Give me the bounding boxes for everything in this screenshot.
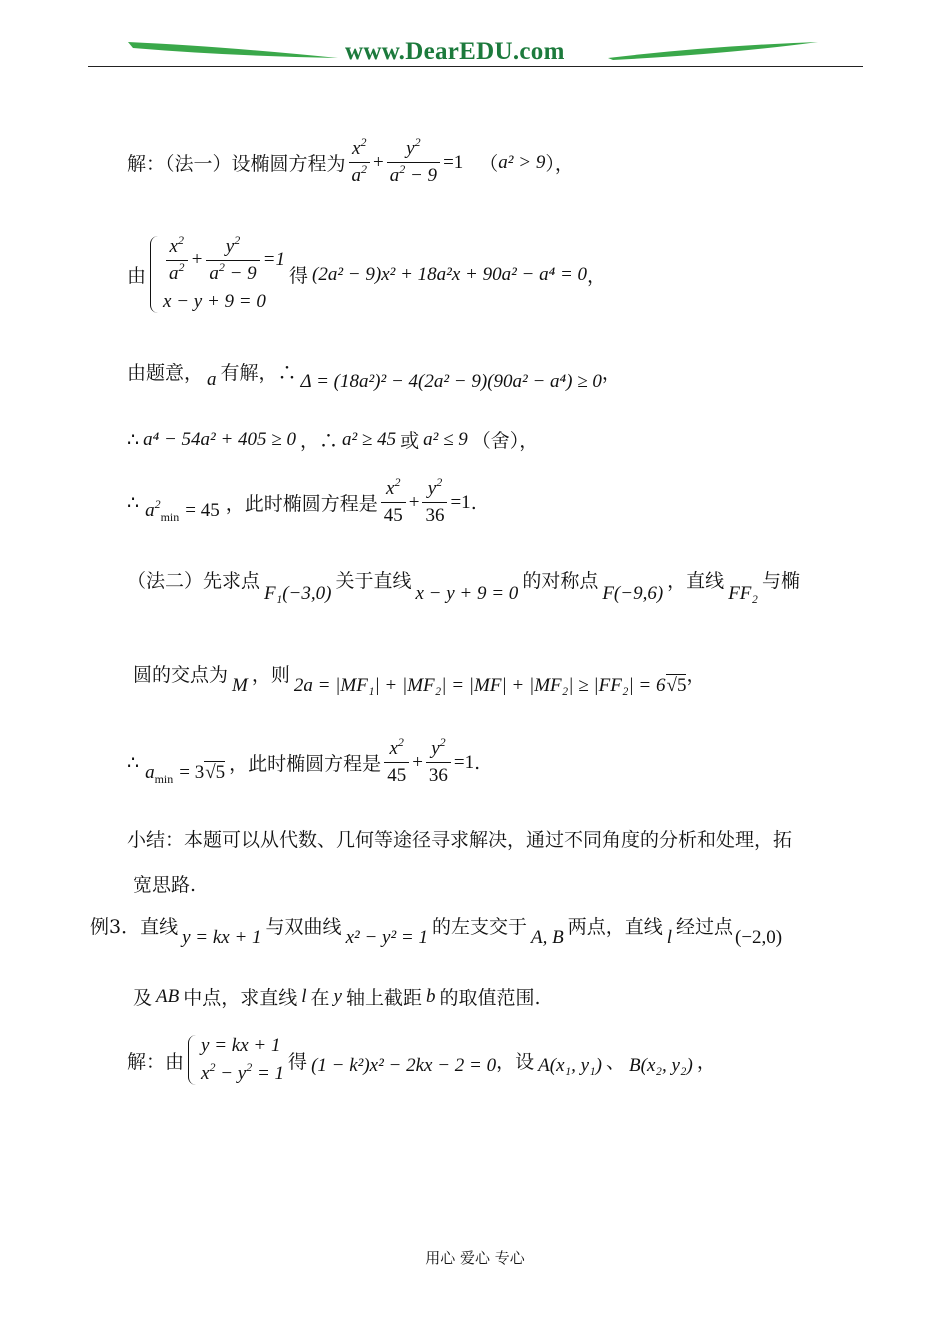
math-l7-sqrt: 5 <box>676 675 687 696</box>
math-l3-a: a <box>207 368 217 390</box>
text-l3-mid: 有解，∴ <box>220 362 297 384</box>
math-l8-sqrt: 5 <box>215 762 226 783</box>
line-12 <box>133 983 541 1010</box>
text-l3-end: ， <box>601 362 621 384</box>
frac-y2-36: $\frac{y^2}{36}$ <box>422 478 447 527</box>
equation-system-1: $\frac{x^2}{a^2}$ + $\frac{y^2}{a^2 - 9}$ =1 x − y + 9 = 0 <box>150 236 285 313</box>
text-l6-3: 的对称点 <box>522 570 599 592</box>
text-l11-5: 经过点 <box>676 916 734 938</box>
text-l2-end: ， <box>587 265 607 287</box>
math-l11-2: x² − y² = 1 <box>345 926 428 948</box>
text-l13-2: 得 <box>288 1050 308 1073</box>
line-7: 圆的交点为 M ，则 2a = |MF₁| + |MF₂| = |MF| + |MF₂| ≥ |FF₂| = 6 √5 ， <box>133 660 705 687</box>
line-10: 宽思路. <box>133 874 197 896</box>
frac-x2-45-b: $\frac{x^2}{45}$ <box>384 738 409 787</box>
math-l13-B: B(x₂, y₂) <box>629 1055 693 1076</box>
text-l11-3: 的左支交于 <box>431 916 527 938</box>
brand-logo[interactable]: www.DearEDU.com <box>345 38 565 65</box>
line-3 <box>127 358 621 392</box>
math-l7: 2a = |MF₁| + |MF₂| = |MF| + |MF₂| ≥ |FF₂| = 6 <box>293 674 666 696</box>
text-l1: 解：（法一）设椭圆方程为 <box>127 153 346 175</box>
line-2 <box>127 233 607 313</box>
text-l4-1: ∴ <box>127 428 140 451</box>
text-l2: 由 <box>127 265 147 287</box>
math-l13: (1 − k²)x² − 2kx − 2 = 0 <box>311 1055 497 1076</box>
text-l12-4: 轴上截距 <box>345 987 422 1009</box>
math-l2: (2a² − 9)x² + 18a²x + 90a² − a⁴ = 0 <box>312 263 588 285</box>
header-rule <box>88 66 863 67</box>
line-11 <box>90 912 783 948</box>
frac-x2-45: $\frac{x^2}{45}$ <box>381 478 406 527</box>
text-l6-2: 关于直线 <box>335 570 412 592</box>
text-l4-3: 或 <box>400 430 420 452</box>
text-l13-end: ， <box>696 1050 716 1073</box>
text-l6-1: （法二）先求点 <box>127 570 261 592</box>
math-l4-1: a⁴ − 54a² + 405 ≥ 0 <box>143 428 296 450</box>
text-l12-3: 在 <box>310 987 330 1009</box>
text-l5-2: ，此时椭圆方程是 <box>225 493 378 515</box>
math-l5: = 45 <box>185 499 220 521</box>
math-l11-4: (−2,0) <box>735 926 783 948</box>
line-4 <box>127 426 538 453</box>
frac-y2-36-b: $\frac{y^2}{36}$ <box>426 738 451 787</box>
text-l8-2: ，此时椭圆方程是 <box>229 753 382 775</box>
math-l8: = 3 <box>179 761 205 783</box>
math-l4-3: a² ≤ 9 <box>423 428 468 450</box>
frac-x2-a2: $\frac{x^2}{a^2}$ <box>349 138 371 187</box>
math-l6-2: x − y + 9 = 0 <box>415 582 519 604</box>
line-8: ∴ $a_{min}$ = 3 √5 ，此时椭圆方程是 $\frac{x^2}{45}$ + $\frac{y^2}{36}$ =1 . <box>127 735 481 786</box>
text-l6-5: 与椭 <box>762 570 801 592</box>
text-l7-2: ，则 <box>251 664 290 686</box>
math-l1-cond: a² > 9 <box>498 151 546 173</box>
line-5: ∴ $a^2_{min}$ = 45 ，此时椭圆方程是 $\frac{x^2}{45}$ + $\frac{y^2}{36}$ =1 . <box>127 475 477 526</box>
math-l11-3: A, B <box>530 926 564 948</box>
math-l6-1: F₁(−3,0) <box>264 582 332 604</box>
math-l11-l: l <box>666 926 672 948</box>
text-l5-end: . <box>470 491 477 514</box>
text-l8-end: . <box>474 751 481 774</box>
math-l12-y: y <box>333 985 342 1007</box>
text-l11-4: 两点，直线 <box>567 916 663 938</box>
text-l1-paren: （ <box>479 153 499 175</box>
text-l3: 由题意， <box>127 362 204 384</box>
text-l11-1: 例3．直线 <box>90 916 179 938</box>
line-9: 小结：本题可以从代数、几何等途径寻求解决，通过不同角度的分析和处理，拓 <box>127 829 793 851</box>
text-l11-2: 与双曲线 <box>265 916 342 938</box>
text-l13-1: 解：由 <box>127 1050 185 1073</box>
line-6 <box>127 566 801 604</box>
math-l3: Δ = (18a²)² − 4(2a² − 9)(90a² − a⁴) ≥ 0 <box>300 370 602 392</box>
text-l2-de: 得 <box>289 265 309 287</box>
text-l13-3: ，设 <box>496 1050 535 1073</box>
math-l13-A: A(x₁, y₁) <box>538 1055 602 1076</box>
text-l1-end: ）， <box>545 153 574 175</box>
math-l12-AB: AB <box>156 985 180 1007</box>
text-l4-4: （舍）， <box>471 430 539 452</box>
text-l12-2: 中点，求直线 <box>183 987 298 1009</box>
math-l4-2: a² ≥ 45 <box>341 428 397 450</box>
footer-text: 用心 爱心 专心 <box>425 1249 525 1267</box>
equation-system-2: y = kx + 1 $x^2 - y^2 = 1$ <box>188 1035 284 1085</box>
text-l12-5: 的取值范围. <box>439 987 541 1009</box>
text-l7-end: ， <box>686 664 706 686</box>
text-l8-1: ∴ <box>127 751 140 774</box>
line-1: 解：（法一）设椭圆方程为 $\frac{x^2}{a^2}$ + $\frac{y^2}{a^2 - 9}$ =1 （ a² > 9 ）， <box>127 135 574 186</box>
math-l12-b: b <box>426 985 436 1007</box>
math-l11-1: y = kx + 1 <box>182 926 262 948</box>
text-l6-4: ，直线 <box>667 570 725 592</box>
text-l5-1: ∴ <box>127 491 140 514</box>
frac-y2-a2-9: $\frac{y^2}{a^2 - 9}$ <box>387 138 440 187</box>
text-l13-4: 、 <box>606 1050 626 1073</box>
line-13 <box>127 1035 716 1085</box>
math-l6-3: F(−9,6) <box>602 582 664 604</box>
math-l7-M: M <box>232 674 248 696</box>
math-l6-4: FF₂ <box>728 582 759 604</box>
text-l12-1: 及 <box>133 987 153 1009</box>
text-l4-2: ，∴ <box>299 430 338 452</box>
math-l12-l: l <box>301 985 307 1007</box>
text-l7-1: 圆的交点为 <box>133 664 229 686</box>
